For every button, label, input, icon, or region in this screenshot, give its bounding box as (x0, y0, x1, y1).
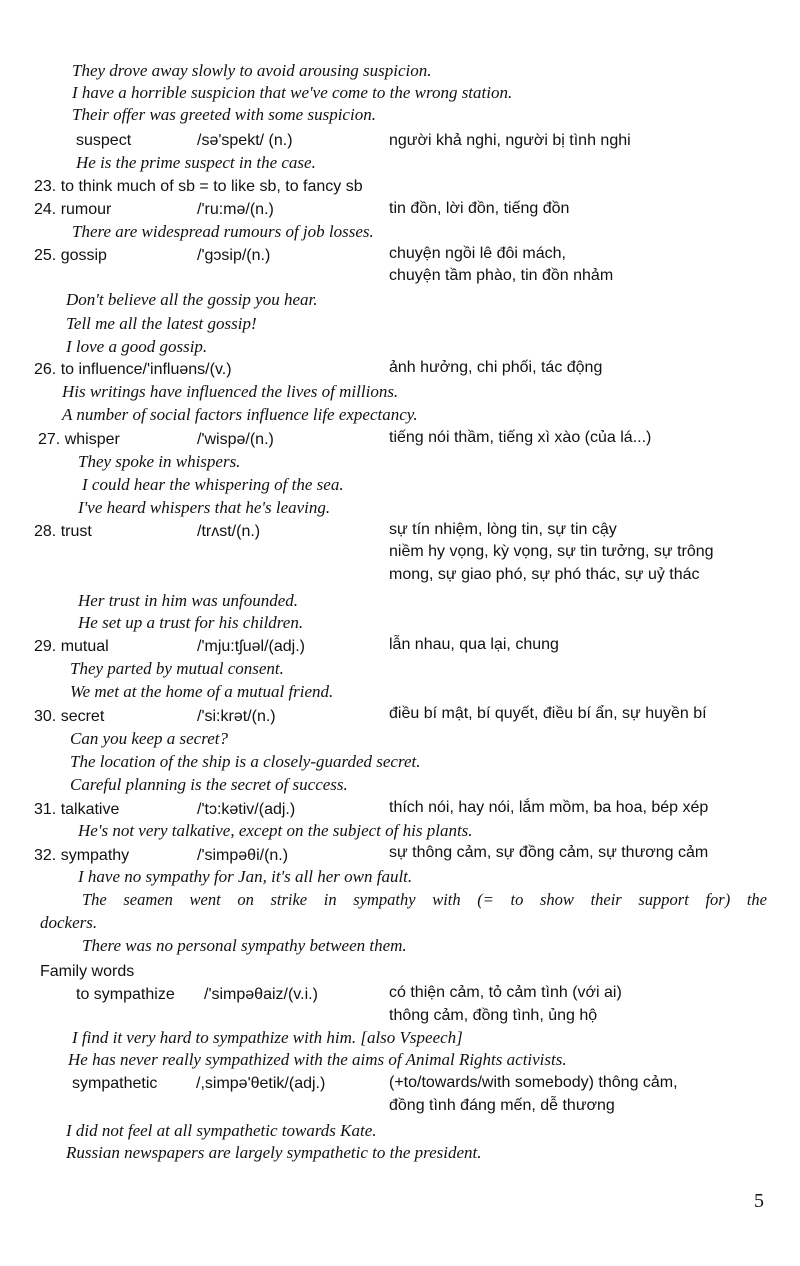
entry-meaning: chuyện ngồi lê đôi mách, (389, 245, 566, 262)
example-sentence: He is the prime suspect in the case. (76, 153, 316, 172)
entry-meaning: thông cảm, đồng tình, ủng hộ (389, 1007, 598, 1024)
entry-meaning: tiếng nói thầm, tiếng xì xào (của lá...) (389, 429, 652, 446)
entry-pronunciation: /trʌst/(n.) (197, 523, 261, 540)
example-sentence: Their offer was greeted with some suspicion. (72, 105, 376, 124)
example-sentence: There are widespread rumours of job losses. (72, 222, 374, 241)
example-sentence: He has never really sympathized with the aims of Animal Rights activists. (68, 1050, 567, 1069)
example-sentence: I could hear the whispering of the sea. (82, 475, 344, 494)
entry-word: 25. gossip (34, 247, 107, 264)
entry-meaning: (+to/towards/with somebody) thông cảm, (389, 1074, 678, 1091)
entry-pronunciation: /sə'spekt/ (n.) (197, 132, 293, 149)
entry-meaning: có thiện cảm, tỏ cảm tình (với ai) (389, 984, 622, 1001)
entry-word: 26. to influence/'influəns/(v.) (34, 361, 232, 378)
entry-meaning: đồng tình đáng mến, dễ thương (389, 1097, 615, 1114)
entry-pronunciation: /,simpə'θetik/(adj.) (196, 1075, 326, 1092)
example-sentence: Can you keep a secret? (70, 729, 228, 748)
entry-word: 24. rumour (34, 201, 112, 218)
example-sentence: Russian newspapers are largely sympathetic to the president. (66, 1143, 482, 1162)
example-sentence: Tell me all the latest gossip! (66, 314, 257, 333)
entry-pronunciation: /'simpəθi/(n.) (197, 847, 289, 864)
entry-pronunciation: /'simpəθaiz/(v.i.) (204, 986, 318, 1003)
entry-meaning: sự thông cảm, sự đồng cảm, sự thương cảm (389, 844, 709, 861)
entry-pronunciation: /'gɔsip/(n.) (197, 247, 271, 264)
entry-meaning: lẫn nhau, qua lại, chung (389, 636, 559, 653)
entry-word: 32. sympathy (34, 847, 130, 864)
example-sentence: Careful planning is the secret of success. (70, 775, 348, 794)
example-sentence: His writings have influenced the lives of millions. (62, 382, 399, 401)
example-sentence: Don't believe all the gossip you hear. (66, 290, 318, 309)
entry-meaning: chuyện tầm phào, tin đồn nhảm (389, 267, 614, 284)
entry-word: 31. talkative (34, 801, 120, 818)
entry-pronunciation: /'si:krət/(n.) (197, 708, 276, 725)
entry-meaning: tin đồn, lời đồn, tiếng đồn (389, 200, 570, 217)
example-sentence: I have no sympathy for Jan, it's all her own fault. (78, 867, 413, 886)
entry-meaning: niềm hy vọng, kỳ vọng, sự tin tưởng, sự trông (389, 543, 714, 560)
example-sentence: The seamen went on strike in sympathy with (= to show their support for) the (82, 890, 767, 909)
example-sentence: They spoke in whispers. (78, 452, 241, 471)
example-sentence: The location of the ship is a closely-guarded secret. (70, 752, 421, 771)
entry-word: 27. whisper (38, 431, 120, 448)
entry-meaning: thích nói, hay nói, lắm mồm, ba hoa, bép xép (389, 799, 709, 816)
example-sentence: dockers. (40, 913, 98, 932)
example-sentence: I've heard whispers that he's leaving. (78, 498, 331, 517)
example-sentence: They parted by mutual consent. (70, 659, 284, 678)
example-sentence: They drove away slowly to avoid arousing suspicion. (72, 61, 432, 80)
entry-word: 28. trust (34, 523, 92, 540)
entry-word: 29. mutual (34, 638, 109, 655)
example-sentence: There was no personal sympathy between them. (82, 936, 407, 955)
example-sentence: He's not very talkative, except on the subject of his plants. (78, 821, 473, 840)
page-number: 5 (754, 1190, 764, 1212)
entry-pronunciation: /'ru:mə/(n.) (197, 201, 274, 218)
entry-meaning: điều bí mật, bí quyết, điều bí ẩn, sự huyền bí (389, 705, 707, 722)
example-sentence: A number of social factors influence life expectancy. (62, 405, 418, 424)
example-sentence: I have a horrible suspicion that we've come to the wrong station. (72, 83, 513, 102)
entry-phrase: 23. to think much of sb = to like sb, to fancy sb (34, 178, 363, 195)
entry-word: 30. secret (34, 708, 105, 725)
entry-pronunciation: /'wispə/(n.) (197, 431, 274, 448)
example-sentence: Her trust in him was unfounded. (78, 591, 299, 610)
example-sentence: I love a good gossip. (66, 337, 208, 356)
entry-meaning: ảnh hưởng, chi phối, tác động (389, 359, 603, 376)
entry-meaning: người khả nghi, người bị tình nghi (389, 132, 631, 149)
entry-word: to sympathize (76, 986, 175, 1003)
section-heading: Family words (40, 963, 135, 980)
entry-pronunciation: /'mju:tʃuəl/(adj.) (197, 638, 305, 655)
example-sentence: He set up a trust for his children. (78, 613, 304, 632)
entry-pronunciation: /'tɔ:kətiv/(adj.) (197, 801, 296, 818)
entry-word: sympathetic (72, 1075, 158, 1092)
example-sentence: I find it very hard to sympathize with him. [also Vspeech] (72, 1028, 463, 1047)
entry-meaning: sự tín nhiệm, lòng tin, sự tin cậy (389, 521, 617, 538)
example-sentence: We met at the home of a mutual friend. (70, 682, 334, 701)
entry-word: suspect (76, 132, 132, 149)
entry-meaning: mong, sự giao phó, sự phó thác, sự uỷ thác (389, 566, 700, 583)
example-sentence: I did not feel at all sympathetic towards Kate. (66, 1121, 377, 1140)
